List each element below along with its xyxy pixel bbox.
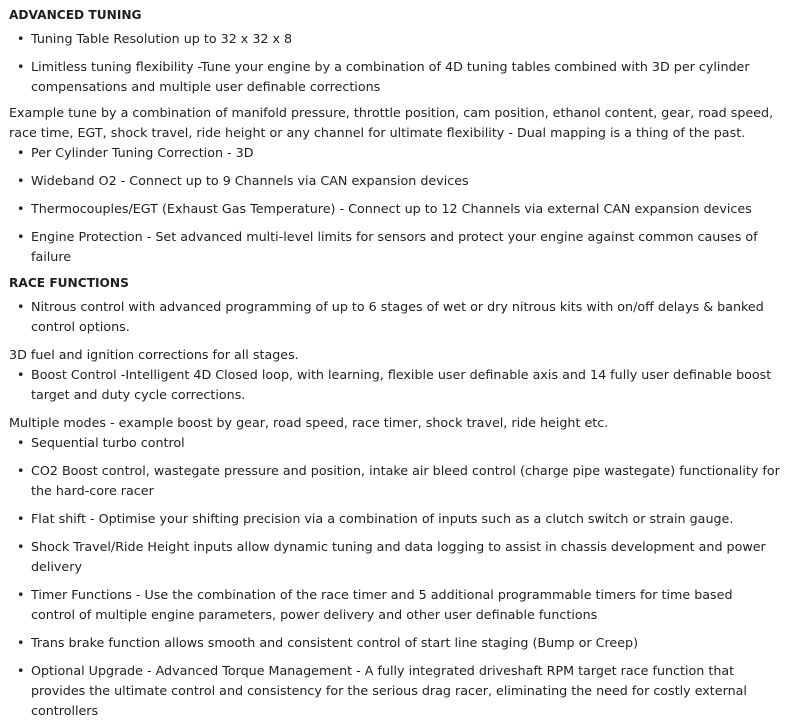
section-heading-advanced-tuning: ADVANCED TUNING: [9, 8, 142, 22]
race-functions-list-1: [9, 297, 780, 337]
race-functions-list-2: [9, 365, 780, 405]
list-item: • Per Cylinder Tuning Correction - 3D: [9, 143, 780, 163]
list-item: • CO2 Boost control, wastegate pressure and position, intake air bleed control (charge pipe wastegate) functionality for the hard-core racer: [9, 461, 780, 501]
list-item: • Shock Travel/Ride Height inputs allow dynamic tuning and data logging to assist in chassis development and power delivery: [9, 537, 780, 577]
race-functions-list-3: [9, 433, 780, 721]
race-functions-paragraph-1: 3D fuel and ignition corrections for all stages.: [9, 347, 299, 362]
advanced-tuning-list-1: [9, 29, 780, 97]
race-functions-paragraph-2: Multiple modes - example boost by gear, road speed, race timer, shock travel, ride height etc.: [9, 415, 609, 430]
advanced-tuning-list-2: [9, 143, 780, 267]
list-item: • Flat shift - Optimise your shifting precision via a combination of inputs such as a clutch switch or strain gauge.: [9, 509, 780, 529]
list-item: • Limitless tuning flexibility -Tune your engine by a combination of 4D tuning tables combined with 3D per cylinder compensations and multiple user definable corrections: [9, 57, 780, 97]
list-item: • Sequential turbo control: [9, 433, 780, 453]
list-item: • Thermocouples/EGT (Exhaust Gas Temperature) - Connect up to 12 Channels via external CAN expansion devices: [9, 199, 780, 219]
section-heading-race-functions: RACE FUNCTIONS: [9, 276, 129, 290]
advanced-tuning-paragraph: Example tune by a combination of manifold pressure, throttle position, cam position, ethanol content, gear, road speed, race time, EGT, shock travel, ride height or any channel for ultimate flexibility - Dual mapping is a thing of the past.: [9, 105, 774, 140]
list-item: • Wideband O2 - Connect up to 9 Channels via CAN expansion devices: [9, 171, 780, 191]
list-item: • Tuning Table Resolution up to 32 x 32 x 8: [9, 29, 780, 49]
list-item: • Engine Protection - Set advanced multi-level limits for sensors and protect your engine against common causes of failure: [9, 227, 780, 267]
list-item: • Trans brake function allows smooth and consistent control of start line staging (Bump or Creep): [9, 633, 780, 653]
list-item: • Timer Functions - Use the combination of the race timer and 5 additional programmable timers for time based control of multiple engine parameters, power delivery and other user definable functions: [9, 585, 780, 625]
list-item: • Optional Upgrade - Advanced Torque Management - A fully integrated driveshaft RPM target race function that provides the ultimate control and consistency for the serious drag racer, eliminating the need for costly external controllers: [9, 661, 780, 721]
list-item: • Nitrous control with advanced programming of up to 6 stages of wet or dry nitrous kits with on/off delays & banked control options.: [9, 297, 780, 337]
list-item: • Boost Control -Intelligent 4D Closed loop, with learning, flexible user definable axis and 14 fully user definable boost target and duty cycle corrections.: [9, 365, 780, 405]
